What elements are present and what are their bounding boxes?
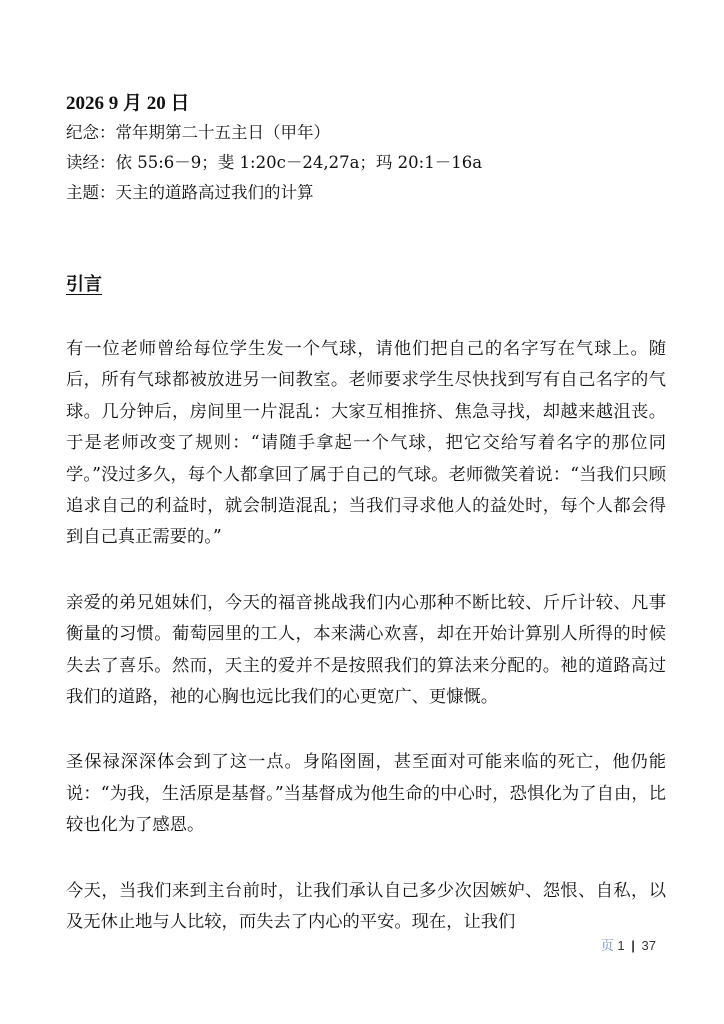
page-footer [601, 935, 656, 954]
page-label: 页 [600, 938, 614, 953]
section-heading-introduction: 引言 [66, 274, 102, 295]
page-total: 37 [641, 938, 656, 953]
paragraph-today: 今天，当我们来到主台前时，让我们承认自己多少次因嫉妒、怨恨、自私，以及无休止地与人比较，而失去了内心的平安。现在，让我们 [66, 880, 666, 933]
paragraph-gospel-challenge: 亲爱的弟兄姐妹们，今天的福音挑战我们内心那种不断比较、斤斤计较、凡事衡量的习惯。葡萄园里的工人，本来满心欢喜，却在开始计算别人所得的时候失去了喜乐。然而，天主的爱并不是按照我们的算法来分配的。祂的道路高过我们的道路，祂的心胸也远比我们的心更宽广、更慷慨。 [66, 592, 666, 708]
paragraph-saint-paul: 圣保禄深深体会到了这一点。身陷囹圄，甚至面对可能来临的死亡，他仍能说：“为我，生活原是基督。”当基督成为他生命的中心时，恐惧化为了自由，比较也化为了感恩。 [66, 752, 666, 836]
theme-line: 主题：天主的道路高过我们的计算 [66, 183, 314, 202]
paragraph-balloon-story: 有一位老师曾给每位学生发一个气球，请他们把自己的名字写在气球上。随后，所有气球都被放进另一间教室。老师要求学生尽快找到写有自己名字的气球。几分钟后，房间里一片混乱：大家互相推挤、焦急寻找，却越来越沮丧。于是老师改变了规则：“请随手拿起一个气球，把它交给写着名字的那位同学。”没过多久，每个人都拿回了属于自己的气球。老师微笑着说：“当我们只顾追求自己的利益时，就会制造混乱；当我们寻求他人的益处时，每个人都会得到自己真正需要的。” [66, 339, 666, 548]
commemoration-line: 纪念：常年期第二十五主日（甲年） [66, 123, 330, 142]
page-separator: | [631, 938, 635, 953]
homily-date: 2026 9 月 20 日 [66, 93, 190, 114]
readings-line: 读经：依 55:6－9；斐 1:20c－24,27a；玛 20:1－16a [66, 153, 483, 172]
page-content [66, 90, 666, 939]
page-number: 1 [617, 938, 625, 953]
